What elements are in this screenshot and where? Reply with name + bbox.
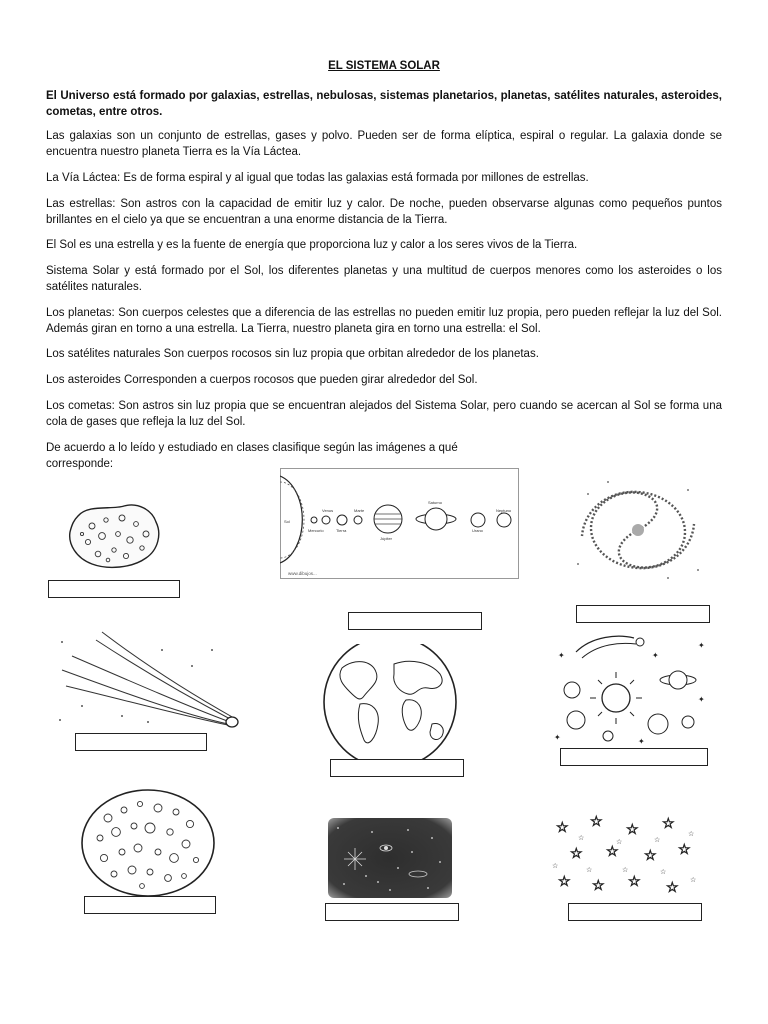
answer-box-2[interactable]	[348, 612, 482, 630]
asteroid-image	[62, 496, 172, 576]
svg-text:☆: ☆	[626, 822, 639, 838]
svg-text:☆: ☆	[688, 830, 695, 838]
svg-text:Sol: Sol	[284, 519, 290, 524]
svg-text:☆: ☆	[654, 836, 661, 844]
answer-box-3[interactable]	[576, 605, 710, 623]
svg-text:✦: ✦	[698, 695, 705, 704]
galaxy-image	[568, 474, 708, 586]
svg-text:Tierra: Tierra	[336, 528, 347, 533]
paragraph-asteroids: Los asteroides Corresponden a cuerpos rocosos que pueden girar alrededor del Sol.	[46, 374, 478, 386]
paragraph-universe: El Universo está formado por galaxias, estrellas, nebulosas, sistemas planetarios, planetas, satélites naturales, asteroides, cometas, entre otros.	[46, 90, 722, 118]
answer-box-7[interactable]	[84, 896, 216, 914]
svg-text:☆: ☆	[578, 834, 585, 842]
svg-text:✦: ✦	[558, 651, 565, 660]
svg-text:☆: ☆	[666, 880, 679, 896]
svg-text:✦: ✦	[698, 641, 705, 650]
svg-text:☆: ☆	[622, 866, 629, 874]
answer-box-6[interactable]	[560, 748, 708, 766]
svg-text:☆: ☆	[590, 814, 603, 830]
moon-image	[78, 788, 218, 898]
svg-text:Urano: Urano	[472, 528, 483, 533]
answer-box-8[interactable]	[325, 903, 459, 921]
comet-image	[52, 630, 242, 730]
paragraph-galaxies: Las galaxias son un conjunto de estrellas, gases y polvo. Pueden ser de forma elíptica, espiral o regular. La galaxia donde se encuentra nuestro planeta Tierra es la Vía Láctea.	[46, 130, 722, 158]
svg-text:✦: ✦	[638, 737, 645, 746]
svg-text:Neptuno: Neptuno	[496, 508, 512, 513]
svg-text:☆: ☆	[592, 878, 605, 894]
space-doodle-image	[548, 628, 718, 748]
paragraph-solar-system: Sistema Solar y está formado por el Sol, los diferentes planetas y una multitud de cuerpos menores como los asteroides o los satélites naturales.	[46, 265, 722, 293]
svg-text:Venus: Venus	[322, 508, 334, 513]
paragraph-planets: Los planetas: Son cuerpos celestes que a diferencia de las estrellas no pueden emitir luz propia, pero pueden reflejar la luz del Sol. Además giran en torno a una estrella. La Tierra, nuestro planeta gira en torno una estrella: el Sol.	[46, 307, 722, 335]
svg-text:Saturno: Saturno	[428, 500, 443, 505]
svg-text:☆: ☆	[628, 874, 641, 890]
answer-box-5[interactable]	[330, 759, 464, 777]
svg-text:☆: ☆	[678, 842, 691, 858]
svg-text:☆: ☆	[552, 862, 559, 870]
svg-text:☆: ☆	[606, 844, 619, 860]
paragraph-satellites: Los satélites naturales Son cuerpos rocosos sin luz propia que orbitan alrededor de los planetas.	[46, 348, 539, 360]
stars-image	[550, 812, 700, 902]
paragraph-stars: Las estrellas: Son astros con la capacidad de emitir luz y calor. De noche, pueden observarse algunas como pequeños puntos brillantes en el cielo ya que se encuentran a una enorme distancia de la Tierra.	[46, 198, 722, 226]
svg-text:☆: ☆	[690, 876, 697, 884]
svg-text:✦: ✦	[554, 733, 561, 742]
paragraph-instructions: De acuerdo a lo leído y estudiado en clases clasifique según las imágenes a qué corresponde:	[46, 442, 458, 470]
svg-text:Marte: Marte	[354, 508, 365, 513]
starry-sky-image	[328, 818, 452, 898]
solar-system-image	[280, 468, 520, 580]
svg-text:☆: ☆	[586, 866, 593, 874]
svg-text:☆: ☆	[644, 848, 657, 864]
svg-text:☆: ☆	[558, 874, 571, 890]
svg-text:Mercurio: Mercurio	[308, 528, 324, 533]
paragraph-sun: El Sol es una estrella y es la fuente de energía que proporciona luz y calor a los seres vivos de la Tierra.	[46, 239, 578, 251]
paragraph-comets: Los cometas: Son astros sin luz propia que se encuentran alejados del Sistema Solar, pero cuando se acercan al Sol se forma una cola de gases que refleja la luz del Sol.	[46, 400, 722, 428]
svg-text:☆: ☆	[616, 838, 623, 846]
svg-text:☆: ☆	[662, 816, 675, 832]
svg-text:☆: ☆	[556, 820, 569, 836]
svg-text:www.dibujos...: www.dibujos...	[288, 571, 317, 576]
earth-image	[320, 644, 460, 760]
answer-box-1[interactable]	[48, 580, 180, 598]
svg-text:☆: ☆	[660, 868, 667, 876]
paragraph-milky-way: La Vía Láctea: Es de forma espiral y al igual que todas las galaxias está formada por millones de estrellas.	[46, 172, 589, 184]
svg-text:Júpiter: Júpiter	[380, 536, 393, 541]
answer-box-4[interactable]	[75, 733, 207, 751]
svg-text:✦: ✦	[652, 651, 659, 660]
svg-text:☆: ☆	[570, 846, 583, 862]
page-title: EL SISTEMA SOLAR	[328, 60, 440, 72]
answer-box-9[interactable]	[568, 903, 702, 921]
